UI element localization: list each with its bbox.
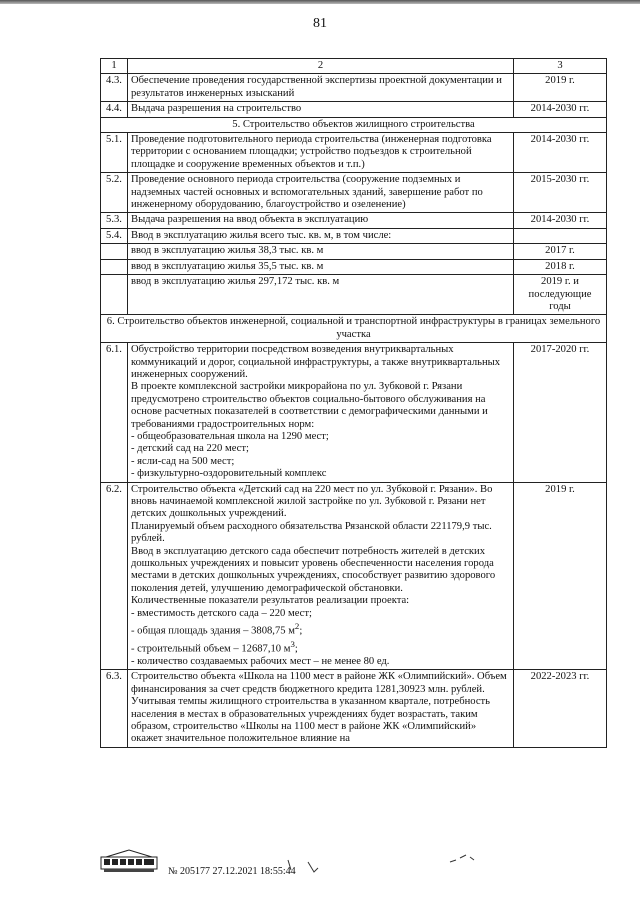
list-item-text: - общая площадь здания – 3808,75 м [131,625,295,637]
header-col-1: 1 [101,59,128,74]
table-row [101,173,607,213]
table-row [101,228,607,243]
list-item: - детский сад на 220 мест; [131,443,249,455]
row-period: 2018 г. [514,259,607,274]
row-number: 5.4. [101,228,128,243]
table-row [101,343,607,482]
row-text: Выдача разрешения на ввод объекта в эксплуатацию [128,213,514,228]
table-row [101,244,607,259]
row-text: Проведение подготовительного периода строительства (инженерная подготовка территории с основанием площадки; устройство подъездов к строительной площадке и сооружение временных объектов и т.п.) [128,133,514,173]
row-period: 2014-2030 гг. [514,213,607,228]
document-registration-number: № 205177 27.12.2021 18:55:44 [168,866,296,877]
row-period: 2017 г. [514,244,607,259]
row-number-empty [101,259,128,274]
pen-mark [448,852,478,866]
row-period: 2019 г. и последующие годы [514,275,607,315]
row-text [128,343,514,482]
row-period: 2014-2030 гг. [514,133,607,173]
list-item-end: ; [299,625,303,637]
paragraph: Строительство объекта «Школа на 1100 мест в районе ЖК «Олимпийский». Объем финансирования за счет средств бюджетного кредита 1281,30923 млн. рублей. [131,671,507,695]
row-text [128,670,514,747]
row-text: ввод в эксплуатацию жилья 35,5 тыс. кв. м [128,259,514,274]
table-row [101,670,607,747]
row-text [128,482,514,670]
row-period [514,228,607,243]
top-scan-edge [0,0,640,4]
row-number: 5.1. [101,133,128,173]
row-number: 5.2. [101,173,128,213]
list-item [131,620,510,638]
list-item-text: - строительный объем – 12687,10 м [131,643,291,655]
list-item: - физкультурно-оздоровительный комплекс [131,468,327,480]
list-item: - количество создаваемых рабочих мест – не менее 80 ед. [131,655,390,667]
section-heading-row [101,315,607,343]
list-item: - общеобразовательная школа на 1290 мест; [131,430,329,442]
header-col-2: 2 [128,59,514,74]
table-header-row [101,59,607,74]
pen-mark [268,858,358,882]
paragraph: Количественные показатели результатов реализации проекта: [131,595,410,607]
page-number: 81 [313,16,327,31]
row-number: 6.2. [101,482,128,670]
registry-stamp-logo [100,849,158,873]
list-item-end: ; [294,643,298,655]
paragraph: Учитывая темпы жилищного строительства в указанном квартале, потребность населения в местах в образовательных учреждениях будет возрастать, таким образом, строительство «Школы на 1100 мест в районе ЖК «Олимпийский» окажет значительное положительное влияние на [131,696,490,745]
row-number: 5.3. [101,213,128,228]
list-item [131,638,510,656]
paragraph: Строительство объекта «Детский сад на 220 мест по ул. Зубковой г. Рязани». Во вновь начинаемой комплексной жилой застройке по ул. Зубковой г. Рязани нет детских дошкольных учреждений. [131,483,493,520]
row-period: 2019 г. [514,482,607,670]
row-number-empty [101,244,128,259]
row-period: 2017-2020 гг. [514,343,607,482]
row-text: Обеспечение проведения государственной экспертизы проектной документации и результатов инженерных изысканий [128,74,514,102]
table-row [101,133,607,173]
table-row [101,482,607,670]
row-text: Выдача разрешения на строительство [128,102,514,117]
row-number: 6.1. [101,343,128,482]
section-heading-row [101,117,607,132]
paragraph: Обустройство территории посредством возведения внутриквартальных коммуникаций и дорог, социальной инфраструктуры, а также внутриквартальных инженерных сооружений. [131,344,501,380]
row-text: Ввод в эксплуатацию жилья всего тыс. кв. м, в том числе: [128,228,514,243]
row-number-empty [101,275,128,315]
row-text: ввод в эксплуатацию жилья 297,172 тыс. кв. м [128,275,514,315]
list-item: - вместимость детского сада – 220 мест; [131,607,312,619]
row-text: Проведение основного периода строительства (сооружение подземных и надземных частей основных и вспомогательных зданий, завершение работ по инженерному оборудованию, благоустройство и озеленение) [128,173,514,213]
table-row [101,213,607,228]
row-period: 2015-2030 гг. [514,173,607,213]
table-row [101,259,607,274]
list-item: - ясли-сад на 500 мест; [131,455,235,467]
row-number: 4.4. [101,102,128,117]
section-heading: 6. Строительство объектов инженерной, социальной и транспортной инфраструктуры в границах земельного участка [101,315,607,343]
section-heading: 5. Строительство объектов жилищного строительства [101,117,607,132]
table-row [101,102,607,117]
table-row [101,74,607,102]
row-number: 6.3. [101,670,128,747]
paragraph: Ввод в эксплуатацию детского сада обеспечит потребность жителей в детских дошкольных учреждениях и повысит уровень обеспеченности населения города местами в детских дошкольных учреждениях, способствует развитию здорового поколения детей, улучшению демографической обстановки. [131,545,496,594]
unit-exponent: 2 [294,621,300,632]
row-period: 2022-2023 гг. [514,670,607,747]
row-period: 2019 г. [514,74,607,102]
row-number: 4.3. [101,74,128,102]
unit-exponent: 3 [290,639,295,649]
row-text: ввод в эксплуатацию жилья 38,3 тыс. кв. м [128,244,514,259]
table-row [101,275,607,315]
plan-table [100,58,607,748]
paragraph: В проекте комплексной застройки микрорайона по ул. Зубковой г. Рязани предусмотрено строительство объектов социально-бытового обслуживания на основе расчетных показателей в соответствии с демографическими данными и требованиями градостроительных норм: [131,381,488,430]
row-period: 2014-2030 гг. [514,102,607,117]
header-col-3: 3 [514,59,607,74]
paragraph: Планируемый объем расходного обязательства Рязанской области 221179,9 тыс. рублей. [131,520,492,545]
